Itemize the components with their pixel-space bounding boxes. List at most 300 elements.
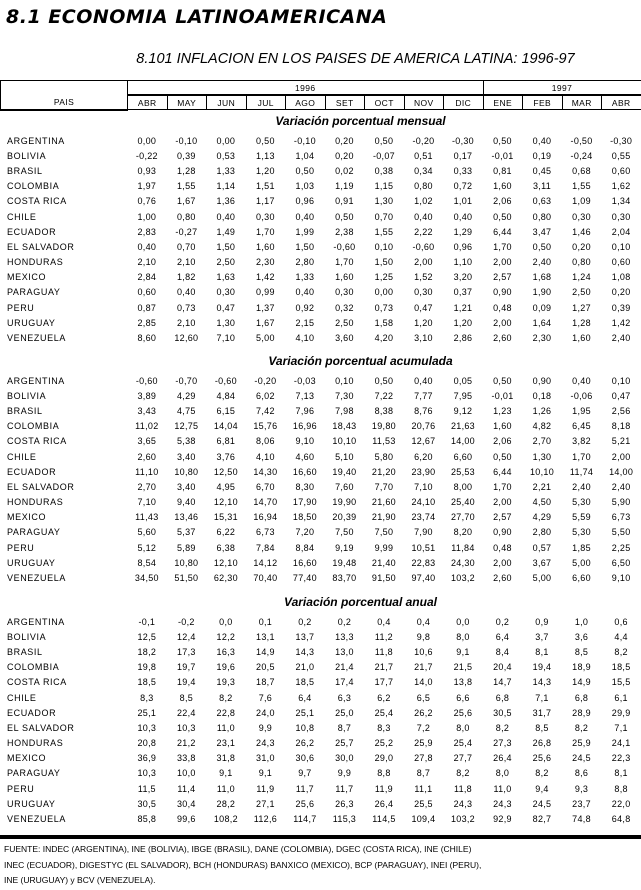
- value-cell: 1,33: [295, 272, 315, 283]
- value-cell: 6,20: [414, 451, 433, 462]
- value-cell: 2,04: [611, 226, 631, 237]
- value-cell: 3,7: [535, 631, 549, 642]
- value-cell: 0,4: [377, 616, 391, 627]
- value-cell: 0,68: [572, 165, 591, 176]
- country-name: COLOMBIA: [7, 421, 60, 432]
- value-cell: 0,96: [453, 241, 473, 252]
- country-name: MEXICO: [7, 272, 47, 283]
- value-cell: 0,80: [572, 257, 591, 268]
- value-cell: 14,3: [295, 646, 315, 657]
- table-row: [0, 330, 641, 345]
- value-cell: 18,7: [256, 677, 275, 688]
- table-row: [0, 751, 641, 766]
- value-cell: 8,8: [614, 783, 628, 794]
- value-cell: 1,29: [453, 226, 473, 237]
- value-cell: 25,2: [374, 738, 394, 749]
- value-cell: 2,40: [611, 481, 631, 492]
- section-table: [0, 133, 641, 346]
- value-cell: 7,10: [414, 481, 433, 492]
- value-cell: 2,10: [177, 317, 196, 328]
- value-cell: 7,60: [335, 481, 354, 492]
- value-cell: 3,47: [532, 226, 552, 237]
- value-cell: 26,3: [335, 798, 354, 809]
- value-cell: -0,07: [372, 150, 395, 161]
- source-line: FUENTE: INDEC (ARGENTINA), INE (BOLIVIA), IBGE (BRASIL), DANE (COLOMBIA), DGEC (COSTA RICA), INE (CHILE): [4, 844, 472, 854]
- month-header: DIC: [444, 95, 484, 110]
- value-cell: 18,5: [295, 677, 315, 688]
- value-cell: 1,21: [453, 302, 473, 313]
- value-cell: 6,81: [216, 436, 236, 447]
- value-cell: 0,80: [532, 211, 552, 222]
- value-cell: 0,50: [374, 135, 394, 146]
- value-cell: 2,70: [532, 436, 552, 447]
- value-cell: 2,50: [572, 287, 591, 298]
- value-cell: 2,60: [137, 451, 157, 462]
- month-header: JUN: [207, 95, 247, 110]
- value-cell: 11,4: [177, 783, 196, 794]
- value-cell: 1,20: [256, 165, 275, 176]
- table-title: 8.101 INFLACION EN LOS PAISES DE AMERICA LATINA: 1996-97: [136, 51, 575, 67]
- value-cell: 92,9: [493, 814, 512, 825]
- table-row: [0, 525, 641, 540]
- value-cell: 0,30: [611, 211, 631, 222]
- value-cell: 25,1: [295, 707, 315, 718]
- table-row: [0, 555, 641, 570]
- value-cell: 11,02: [135, 421, 159, 432]
- value-cell: 11,7: [335, 783, 354, 794]
- value-cell: 3,40: [177, 481, 196, 492]
- value-cell: 6,22: [216, 527, 236, 538]
- value-cell: 1,33: [216, 165, 236, 176]
- value-cell: 8,5: [535, 722, 549, 733]
- value-cell: 1,27: [572, 302, 591, 313]
- table-row: [0, 449, 641, 464]
- value-cell: 6,3: [337, 692, 352, 703]
- table-row: [0, 403, 641, 418]
- value-cell: 1,28: [177, 165, 196, 176]
- value-cell: 1,46: [572, 226, 591, 237]
- value-cell: 16,60: [292, 466, 317, 477]
- value-cell: 14,0: [414, 677, 433, 688]
- value-cell: 0,30: [335, 287, 354, 298]
- value-cell: 24,5: [572, 753, 591, 764]
- value-cell: 82,7: [532, 814, 552, 825]
- value-cell: 6,60: [453, 451, 473, 462]
- value-cell: 0,17: [453, 150, 473, 161]
- table-row: [0, 690, 641, 705]
- value-cell: 0,34: [414, 165, 433, 176]
- country-name: VENEZUELA: [7, 573, 66, 584]
- value-cell: 2,86: [453, 333, 473, 344]
- value-cell: 1,23: [493, 405, 512, 416]
- table-row: [0, 766, 641, 781]
- value-cell: -0,30: [610, 135, 633, 146]
- value-cell: 2,25: [611, 542, 631, 553]
- value-cell: 0,90: [532, 375, 552, 386]
- value-cell: 5,89: [177, 542, 196, 553]
- year-header-1997: 1997: [483, 81, 641, 96]
- value-cell: 1,52: [414, 272, 433, 283]
- value-cell: 5,38: [177, 436, 196, 447]
- value-cell: 5,12: [137, 542, 157, 553]
- value-cell: 26,8: [532, 738, 552, 749]
- value-cell: 0,80: [177, 211, 196, 222]
- value-cell: 2,84: [137, 272, 157, 283]
- value-cell: 10,6: [414, 646, 433, 657]
- value-cell: 8,0: [456, 631, 470, 642]
- value-cell: 0,19: [532, 150, 552, 161]
- country-name: URUGUAY: [7, 557, 56, 568]
- country-name: HONDURAS: [7, 257, 64, 268]
- value-cell: 1,60: [335, 272, 354, 283]
- value-cell: 0,96: [295, 196, 315, 207]
- value-cell: 11,8: [374, 646, 393, 657]
- value-cell: 27,7: [453, 753, 473, 764]
- value-cell: 6,73: [256, 527, 275, 538]
- value-cell: 8,06: [256, 436, 275, 447]
- value-cell: 12,5: [137, 631, 157, 642]
- value-cell: 1,55: [177, 181, 196, 192]
- value-cell: 25,6: [453, 707, 473, 718]
- value-cell: 11,84: [451, 542, 475, 553]
- value-cell: 11,0: [493, 783, 512, 794]
- value-cell: 1,82: [177, 272, 196, 283]
- value-cell: 6,44: [493, 466, 512, 477]
- month-header: MAR: [562, 95, 602, 110]
- country-name: ECUADOR: [7, 707, 57, 718]
- month-header: ABR: [128, 95, 168, 110]
- value-cell: 0,60: [137, 287, 157, 298]
- value-cell: 0,50: [532, 241, 552, 252]
- table-row: [0, 675, 641, 690]
- value-cell: 21,2: [177, 738, 196, 749]
- value-cell: 1,85: [572, 542, 591, 553]
- value-cell: 1,36: [216, 196, 236, 207]
- value-cell: 27,1: [256, 798, 275, 809]
- value-cell: 2,50: [335, 317, 354, 328]
- value-cell: 0,50: [335, 211, 354, 222]
- value-cell: 0,90: [493, 287, 512, 298]
- value-cell: 0,51: [414, 150, 433, 161]
- value-cell: 31,7: [532, 707, 552, 718]
- value-cell: 115,3: [332, 814, 357, 825]
- value-cell: 25,6: [532, 753, 552, 764]
- country-name: PARAGUAY: [7, 287, 61, 298]
- value-cell: 21,20: [371, 466, 396, 477]
- country-name: ECUADOR: [7, 226, 57, 237]
- value-cell: 12,10: [213, 557, 238, 568]
- value-cell: 5,30: [572, 497, 591, 508]
- value-cell: 8,7: [337, 722, 352, 733]
- table-row: [0, 270, 641, 285]
- table-row: [0, 781, 641, 796]
- value-cell: 0,1: [258, 616, 273, 627]
- value-cell: 2,40: [572, 481, 591, 492]
- value-cell: 6,4: [495, 631, 510, 642]
- value-cell: 16,60: [292, 557, 317, 568]
- country-name: PARAGUAY: [7, 527, 61, 538]
- value-cell: 0,48: [493, 302, 512, 313]
- value-cell: 24,3: [493, 798, 512, 809]
- value-cell: 10,3: [137, 768, 157, 779]
- value-cell: 1,09: [572, 196, 591, 207]
- value-cell: 0,30: [572, 211, 591, 222]
- value-cell: 1,55: [374, 226, 394, 237]
- country-name: BRASIL: [7, 405, 43, 416]
- value-cell: 0,20: [572, 241, 591, 252]
- value-cell: 31,0: [256, 753, 275, 764]
- table-row: [0, 373, 641, 388]
- value-cell: 3,65: [137, 436, 157, 447]
- value-cell: 7,1: [535, 692, 549, 703]
- month-header: FEB: [523, 95, 563, 110]
- value-cell: 19,6: [216, 662, 236, 673]
- month-header: SET: [325, 95, 365, 110]
- table-row: [0, 736, 641, 751]
- value-cell: 114,7: [293, 814, 317, 825]
- value-cell: 3,76: [216, 451, 236, 462]
- value-cell: 1,63: [216, 272, 236, 283]
- value-cell: 24,5: [532, 798, 552, 809]
- value-cell: 9,4: [535, 783, 549, 794]
- value-cell: 0,10: [611, 241, 631, 252]
- value-cell: 0,40: [295, 287, 315, 298]
- value-cell: 74,8: [572, 814, 591, 825]
- value-cell: 0,57: [532, 542, 552, 553]
- table-row: [0, 495, 641, 510]
- value-cell: 7,13: [295, 390, 315, 401]
- value-cell: 8,5: [179, 692, 194, 703]
- value-cell: 5,21: [611, 436, 631, 447]
- value-cell: 97,40: [411, 573, 436, 584]
- value-cell: 1,60: [493, 181, 512, 192]
- value-cell: 1,50: [295, 241, 315, 252]
- value-cell: 0,55: [611, 150, 631, 161]
- value-cell: 19,40: [332, 466, 357, 477]
- value-cell: 0,45: [532, 165, 552, 176]
- table-row: [0, 163, 641, 178]
- value-cell: 1,14: [216, 181, 236, 192]
- value-cell: 11,8: [453, 783, 472, 794]
- value-cell: 64,8: [611, 814, 631, 825]
- value-cell: 17,7: [374, 677, 394, 688]
- table-row: [0, 194, 641, 209]
- value-cell: 83,70: [332, 573, 357, 584]
- value-cell: 13,8: [453, 677, 473, 688]
- value-cell: 25,9: [414, 738, 433, 749]
- section-title: Variación porcentual acumulada: [268, 354, 453, 368]
- country-name: MEXICO: [7, 753, 47, 764]
- country-name: EL SALVADOR: [7, 481, 75, 492]
- value-cell: 14,12: [253, 557, 278, 568]
- value-cell: -0,27: [175, 226, 198, 237]
- value-cell: 22,0: [611, 798, 631, 809]
- value-cell: 0,2: [337, 616, 352, 627]
- value-cell: 34,50: [134, 573, 159, 584]
- table-row: [0, 796, 641, 811]
- value-cell: 8,38: [374, 405, 394, 416]
- value-cell: 9,1: [456, 646, 470, 657]
- value-cell: 0,60: [611, 165, 631, 176]
- value-cell: 0,70: [374, 211, 394, 222]
- value-cell: 29,0: [374, 753, 394, 764]
- country-name: COLOMBIA: [7, 181, 60, 192]
- value-cell: 8,60: [137, 333, 157, 344]
- table-row: [0, 811, 641, 826]
- value-cell: 2,00: [493, 497, 512, 508]
- country-name: HONDURAS: [7, 738, 64, 749]
- value-cell: 3,6: [574, 631, 589, 642]
- value-cell: 99,6: [177, 814, 196, 825]
- value-cell: 0,60: [611, 257, 631, 268]
- value-cell: 4,84: [216, 390, 236, 401]
- value-cell: 0,72: [453, 181, 473, 192]
- value-cell: 8,18: [611, 421, 631, 432]
- value-cell: 8,30: [295, 481, 315, 492]
- value-cell: 0,30: [216, 287, 236, 298]
- value-cell: 9,3: [574, 783, 589, 794]
- value-cell: 0,00: [137, 135, 157, 146]
- value-cell: 2,00: [493, 557, 512, 568]
- value-cell: 8,2: [574, 722, 589, 733]
- value-cell: 0,4: [416, 616, 431, 627]
- value-cell: 9,10: [611, 573, 631, 584]
- value-cell: 13,1: [256, 631, 275, 642]
- table-row: [0, 540, 641, 555]
- country-name: BOLIVIA: [7, 390, 47, 401]
- value-cell: 0,39: [611, 302, 631, 313]
- value-cell: 4,29: [532, 512, 552, 523]
- value-cell: 14,9: [256, 646, 275, 657]
- value-cell: 1,58: [374, 317, 394, 328]
- value-cell: 10,51: [411, 542, 436, 553]
- table-row: [0, 300, 641, 315]
- table-row: [0, 224, 641, 239]
- value-cell: 7,6: [258, 692, 273, 703]
- country-name: HONDURAS: [7, 497, 64, 508]
- footer-divider: [0, 835, 641, 839]
- value-cell: 21,90: [371, 512, 396, 523]
- value-cell: 4,20: [374, 333, 394, 344]
- value-cell: -0,30: [451, 135, 474, 146]
- value-cell: 25,9: [572, 738, 591, 749]
- country-name: CHILE: [7, 692, 37, 703]
- value-cell: 18,5: [137, 677, 157, 688]
- value-cell: 12,2: [216, 631, 236, 642]
- value-cell: 8,4: [495, 646, 510, 657]
- value-cell: 2,57: [493, 512, 512, 523]
- value-cell: 7,30: [335, 390, 354, 401]
- value-cell: 1,49: [216, 226, 236, 237]
- value-cell: 7,22: [374, 390, 394, 401]
- value-cell: 0,50: [256, 135, 275, 146]
- table-row: [0, 148, 641, 163]
- value-cell: 0,2: [495, 616, 510, 627]
- value-cell: 7,10: [216, 333, 236, 344]
- value-cell: 10,80: [174, 466, 199, 477]
- value-cell: 24,3: [256, 738, 275, 749]
- value-cell: 13,3: [335, 631, 354, 642]
- value-cell: 2,60: [493, 573, 512, 584]
- value-cell: 3,20: [453, 272, 473, 283]
- value-cell: 27,70: [450, 512, 475, 523]
- country-name: ARGENTINA: [7, 375, 65, 386]
- value-cell: 10,10: [332, 436, 357, 447]
- country-name: EL SALVADOR: [7, 241, 75, 252]
- value-cell: 20,4: [493, 662, 512, 673]
- value-cell: 17,3: [177, 646, 196, 657]
- value-cell: 1,25: [374, 272, 394, 283]
- value-cell: 2,30: [532, 333, 552, 344]
- table-row: [0, 720, 641, 735]
- value-cell: 6,44: [493, 226, 512, 237]
- value-cell: 11,1: [414, 783, 433, 794]
- value-cell: 0,76: [137, 196, 157, 207]
- country-name: PERU: [7, 783, 35, 794]
- value-cell: -0,10: [175, 135, 198, 146]
- value-cell: 3,40: [177, 451, 196, 462]
- value-cell: 20,5: [256, 662, 275, 673]
- value-cell: 11,9: [256, 783, 275, 794]
- value-cell: 103,2: [450, 814, 475, 825]
- value-cell: 0,10: [374, 241, 394, 252]
- value-cell: 12,50: [213, 466, 238, 477]
- value-cell: 10,80: [174, 557, 199, 568]
- value-cell: 0,20: [335, 150, 354, 161]
- table-row: [0, 644, 641, 659]
- value-cell: 1,42: [611, 317, 631, 328]
- value-cell: 0,02: [335, 165, 354, 176]
- value-cell: 0,93: [137, 165, 157, 176]
- value-cell: -0,24: [570, 150, 593, 161]
- value-cell: 18,50: [292, 512, 317, 523]
- value-cell: 4,95: [216, 481, 236, 492]
- value-cell: 20,8: [137, 738, 157, 749]
- value-cell: 0,9: [535, 616, 549, 627]
- value-cell: 8,6: [574, 768, 589, 779]
- value-cell: 2,22: [414, 226, 433, 237]
- value-cell: 1,0: [574, 616, 589, 627]
- value-cell: 2,40: [532, 257, 552, 268]
- value-cell: 22,8: [216, 707, 236, 718]
- value-cell: 1,37: [256, 302, 275, 313]
- value-cell: 6,50: [611, 557, 631, 568]
- table-row: [0, 315, 641, 330]
- value-cell: 8,2: [456, 768, 470, 779]
- value-cell: 19,4: [177, 677, 196, 688]
- value-cell: 5,60: [137, 527, 157, 538]
- value-cell: 6,60: [572, 573, 591, 584]
- value-cell: 21,4: [335, 662, 354, 673]
- value-cell: 1,97: [137, 181, 157, 192]
- value-cell: 8,54: [137, 557, 157, 568]
- value-cell: 1,70: [493, 481, 512, 492]
- value-cell: 9,10: [295, 436, 315, 447]
- value-cell: 14,30: [253, 466, 278, 477]
- value-cell: 5,59: [572, 512, 591, 523]
- value-cell: 8,2: [219, 692, 233, 703]
- value-cell: 8,0: [495, 768, 510, 779]
- value-cell: 21,40: [371, 557, 396, 568]
- value-cell: 4,50: [532, 497, 552, 508]
- value-cell: -0,03: [293, 375, 316, 386]
- value-cell: 1,60: [493, 421, 512, 432]
- value-cell: 25,0: [335, 707, 354, 718]
- value-cell: 6,5: [416, 692, 431, 703]
- country-name: COSTA RICA: [7, 196, 67, 207]
- value-cell: 25,5: [414, 798, 433, 809]
- value-cell: 1,64: [532, 317, 552, 328]
